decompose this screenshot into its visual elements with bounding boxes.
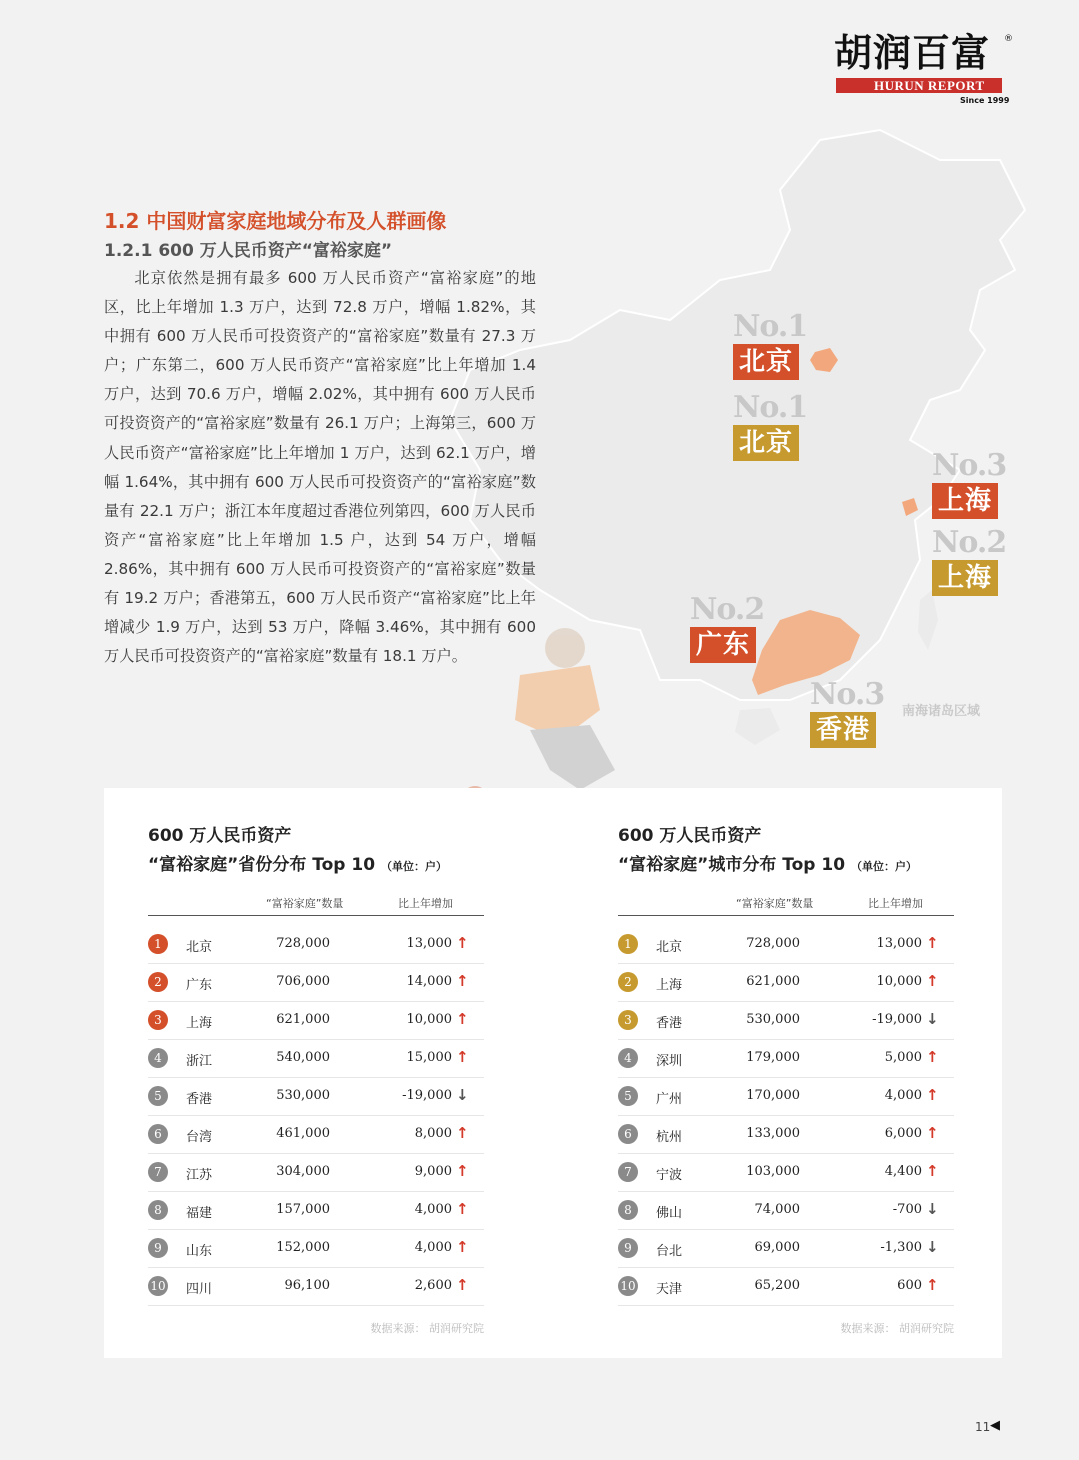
table-unit: （单位：户） (851, 860, 918, 873)
city-label: 广东 (690, 627, 756, 663)
rank-label: No.3 (932, 448, 1007, 483)
table-row (148, 1268, 484, 1306)
change-value: 4,000 (414, 1240, 452, 1255)
count-value: 461,000 (276, 1126, 330, 1141)
region-name: 天津 (656, 1282, 683, 1297)
rank-badge: 5 (618, 1086, 638, 1106)
rank-badge: 6 (618, 1124, 638, 1144)
table-row (618, 1002, 954, 1040)
logo-chinese: 胡润百富 (834, 31, 991, 75)
table-row (618, 1078, 954, 1116)
table-title-line1: 600 万人民币资产 (618, 826, 762, 846)
page-triangle-icon: ◀ (990, 1418, 1000, 1433)
registered-mark: ® (1004, 34, 1013, 44)
region-name: 广东 (186, 978, 213, 993)
table-body (618, 926, 958, 1306)
count-value: 621,000 (276, 1012, 330, 1027)
count-value: 74,000 (754, 1202, 800, 1217)
count-value: 530,000 (746, 1012, 800, 1027)
rank-badge: 4 (148, 1048, 168, 1068)
table-row (618, 1154, 954, 1192)
count-value: 65,200 (754, 1278, 800, 1293)
count-value: 706,000 (276, 974, 330, 989)
city-label: 北京 (733, 344, 799, 380)
count-value: 152,000 (276, 1240, 330, 1255)
change-value: 6,000 (884, 1126, 922, 1141)
change-value: 8,000 (414, 1126, 452, 1141)
rank-badge: 8 (618, 1200, 638, 1220)
rank-label: No.2 (932, 525, 1007, 560)
change-value: 9,000 (414, 1164, 452, 1179)
region-name: 江苏 (186, 1168, 213, 1183)
region-name: 深圳 (656, 1054, 683, 1069)
city-label: 香港 (810, 712, 876, 748)
region-name: 台北 (656, 1244, 683, 1259)
table-row (618, 1230, 954, 1268)
change-value: 15,000 (406, 1050, 452, 1065)
arrow-up-icon: ↑ (456, 1124, 469, 1142)
badge-shanghai-province (932, 449, 1006, 519)
arrow-down-icon: ↓ (926, 1010, 939, 1028)
arrow-up-icon: ↑ (926, 1276, 939, 1294)
table-row (618, 964, 954, 1002)
rank-badge: 9 (618, 1238, 638, 1258)
table-row (618, 926, 954, 964)
change-value: -19,000 (872, 1012, 922, 1027)
logo-since: Since 1999 (960, 96, 1010, 105)
region-name: 香港 (186, 1092, 213, 1107)
city-label: 北京 (733, 425, 799, 461)
header-change: 比上年增加 (398, 897, 453, 910)
rank-badge: 7 (618, 1162, 638, 1182)
region-name: 上海 (186, 1016, 213, 1031)
city-label: 上海 (932, 560, 998, 596)
rank-label: No.2 (690, 592, 765, 627)
count-value: 728,000 (746, 936, 800, 951)
badge-guangdong (690, 593, 764, 663)
region-name: 宁波 (656, 1168, 683, 1183)
table-row (618, 1040, 954, 1078)
rank-badge: 6 (148, 1124, 168, 1144)
section-subtitle: 1.2.1 600 万人民币资产“富裕家庭” (104, 241, 393, 261)
table-row (148, 1078, 484, 1116)
arrow-up-icon: ↑ (926, 934, 939, 952)
hainan-island (735, 708, 780, 745)
arrow-up-icon: ↑ (456, 1200, 469, 1218)
count-value: 530,000 (276, 1088, 330, 1103)
table-row (618, 1192, 954, 1230)
region-name: 福建 (186, 1206, 213, 1221)
change-value: 4,400 (884, 1164, 922, 1179)
table-title-line1: 600 万人民币资产 (148, 826, 292, 846)
rank-badge: 1 (148, 934, 168, 954)
body-paragraph: 北京依然是拥有最多 600 万人民币资产“富裕家庭”的地区，比上年增加 1.3 万户，达到 72.8 万户，增幅 1.82%，其中拥有 600 万人民币可投资资产的“富裕家庭”数量有 27.3 万户；广东第二，600 万人民币资产“富裕家庭”比上年增加 1.4 万户，达到 70.6 万户，增幅 2.02%，其中拥有 600 万人民币可投资资产的“富裕家庭”数量有 26.1 万户；上海第三，600 万人民币资产“富裕家庭”比上年增加 1 万户，达到 62.1 万户，增幅 1.64%，其中拥有 600 万人民币可投资资产的“富裕家庭”数量有 22.1 万户；浙江本年度超过香港位列第四，600 万人民币资产“富裕家庭”比上年增加 1.5 户，达到 54 万户，增幅 2.86%，其中拥有 600 万人民币可投资资产的“富裕家庭”数量有 19.2 万户；香港第五，600 万人民币资产“富裕家庭”比上年增减少 1.9 万户，达到 53 万户，降幅 3.46%，其中拥有 600 万人民币可投资资产的“富裕家庭”数量有 18.1 万户。 (104, 269, 536, 666)
table-row (148, 1154, 484, 1192)
region-name: 杭州 (656, 1130, 683, 1145)
header-count: “富裕家庭”数量 (736, 897, 814, 910)
change-value: 4,000 (884, 1088, 922, 1103)
arrow-up-icon: ↑ (456, 1276, 469, 1294)
table-row (148, 964, 484, 1002)
table-row (618, 1268, 954, 1306)
change-value: 14,000 (406, 974, 452, 989)
tables-card (104, 788, 1002, 1358)
change-value: 5,000 (884, 1050, 922, 1065)
region-name: 北京 (186, 940, 213, 955)
arrow-up-icon: ↑ (926, 1162, 939, 1180)
table-title-line2 (148, 851, 488, 881)
rank-badge: 1 (618, 934, 638, 954)
count-value: 103,000 (746, 1164, 800, 1179)
badge-hongkong (810, 678, 884, 748)
arrow-up-icon: ↑ (926, 1124, 939, 1142)
change-value: 13,000 (406, 936, 452, 951)
change-value: 10,000 (406, 1012, 452, 1027)
count-value: 179,000 (746, 1050, 800, 1065)
change-value: 600 (897, 1278, 922, 1293)
change-value: -700 (892, 1202, 922, 1217)
rank-badge: 2 (618, 972, 638, 992)
data-source: 数据来源： 胡润研究院 (840, 1322, 954, 1335)
header-count: “富裕家庭”数量 (266, 897, 344, 910)
arrow-up-icon: ↑ (456, 1162, 469, 1180)
change-value: 10,000 (876, 974, 922, 989)
count-value: 157,000 (276, 1202, 330, 1217)
table-row (148, 1230, 484, 1268)
rank-badge: 10 (148, 1276, 168, 1296)
badge-beijing-city (733, 391, 807, 461)
rank-label: No.3 (810, 677, 885, 712)
table-row (148, 1192, 484, 1230)
region-name: 北京 (656, 940, 683, 955)
arrow-up-icon: ↑ (926, 1086, 939, 1104)
arrow-up-icon: ↑ (926, 1048, 939, 1066)
header-change: 比上年增加 (868, 897, 923, 910)
arrow-up-icon: ↑ (456, 1238, 469, 1256)
region-name: 佛山 (656, 1206, 683, 1221)
count-value: 133,000 (746, 1126, 800, 1141)
rank-badge: 9 (148, 1238, 168, 1258)
table-title-text: “富裕家庭”省份分布 Top 10 (148, 855, 376, 875)
change-value: 2,600 (414, 1278, 452, 1293)
table-body (148, 926, 488, 1306)
change-value: 13,000 (876, 936, 922, 951)
count-value: 728,000 (276, 936, 330, 951)
province-table (148, 822, 488, 1336)
city-table (618, 822, 958, 1336)
rank-badge: 8 (148, 1200, 168, 1220)
count-value: 96,100 (284, 1278, 330, 1293)
south-china-sea-label: 南海诸岛区域 (902, 704, 981, 719)
region-name: 广州 (656, 1092, 683, 1107)
count-value: 621,000 (746, 974, 800, 989)
table-title-text: “富裕家庭”城市分布 Top 10 (618, 855, 846, 875)
rank-badge: 3 (148, 1010, 168, 1030)
badge-beijing-province (733, 310, 807, 380)
logo-english: HURUN REPORT (874, 78, 985, 93)
rank-badge: 5 (148, 1086, 168, 1106)
hurun-logo (834, 30, 1014, 110)
region-name: 台湾 (186, 1130, 213, 1145)
arrow-up-icon: ↑ (456, 934, 469, 952)
badge-shanghai-city (932, 526, 1006, 596)
region-name: 四川 (186, 1282, 213, 1297)
rank-badge: 3 (618, 1010, 638, 1030)
rank-label: No.1 (733, 390, 808, 425)
count-value: 69,000 (754, 1240, 800, 1255)
rank-badge: 4 (618, 1048, 638, 1068)
region-name: 上海 (656, 978, 683, 993)
region-name: 浙江 (186, 1054, 213, 1069)
arrow-up-icon: ↑ (456, 1010, 469, 1028)
change-value: -19,000 (402, 1088, 452, 1103)
table-row (148, 1002, 484, 1040)
page-number: 11 (975, 1420, 991, 1434)
rank-label: No.1 (733, 309, 808, 344)
change-value: -1,300 (880, 1240, 922, 1255)
rank-badge: 10 (618, 1276, 638, 1296)
change-value: 4,000 (414, 1202, 452, 1217)
arrow-up-icon: ↑ (926, 972, 939, 990)
count-value: 540,000 (276, 1050, 330, 1065)
count-value: 304,000 (276, 1164, 330, 1179)
city-label: 上海 (932, 483, 998, 519)
table-row (148, 1040, 484, 1078)
table-row (148, 926, 484, 964)
arrow-down-icon: ↓ (926, 1238, 939, 1256)
table-header (148, 893, 484, 916)
table-unit: （单位：户） (381, 860, 448, 873)
arrow-down-icon: ↓ (926, 1200, 939, 1218)
data-source: 数据来源： 胡润研究院 (370, 1322, 484, 1335)
arrow-down-icon: ↓ (456, 1086, 469, 1104)
region-name: 山东 (186, 1244, 213, 1259)
table-title-line2 (618, 851, 958, 881)
table-row (148, 1116, 484, 1154)
region-name: 香港 (656, 1016, 683, 1031)
count-value: 170,000 (746, 1088, 800, 1103)
rank-badge: 7 (148, 1162, 168, 1182)
taiwan-island (918, 590, 938, 650)
arrow-up-icon: ↑ (456, 1048, 469, 1066)
table-row (618, 1116, 954, 1154)
section-title: 1.2 中国财富家庭地域分布及人群画像 (104, 209, 447, 233)
arrow-up-icon: ↑ (456, 972, 469, 990)
rank-badge: 2 (148, 972, 168, 992)
table-header (618, 893, 954, 916)
